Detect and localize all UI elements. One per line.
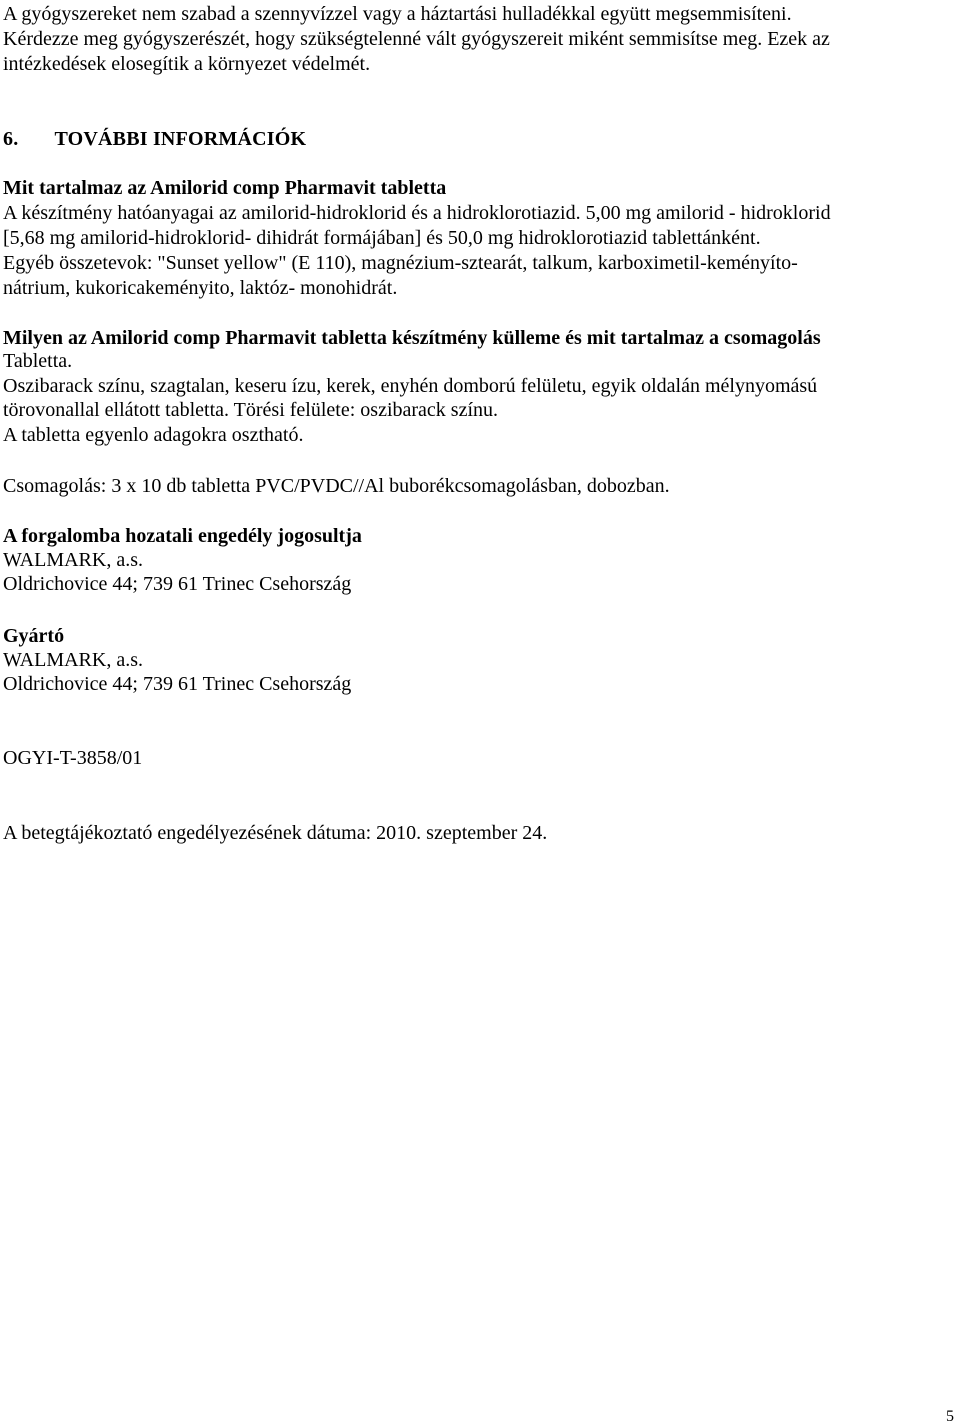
intro-line-1: A gyógyszereket nem szabad a szennyvízzel vagy a háztartási hulladékkal együtt megsemmisíteni. (3, 3, 792, 25)
appearance-line-2: Oszibarack színu, szagtalan, keseru ízu, kerek, enyhén domború felületu, egyik oldalán mélynyomású (3, 375, 818, 397)
composition-line-4: nátrium, kukoricakeményito, laktóz- monohidrát. (3, 277, 398, 299)
appearance-line-1: Tabletta. (3, 350, 73, 372)
section-title: TOVÁBBI INFORMÁCIÓK (54, 128, 307, 150)
appearance-heading: Milyen az Amilorid comp Pharmavit tabletta készítmény külleme és mit tartalmaz a csomagolás (3, 327, 821, 349)
page-number: 5 (946, 1408, 954, 1425)
appearance-line-3: törovonallal ellátott tabletta. Törési felülete: oszibarack színu. (3, 399, 499, 421)
manufacturer-heading: Gyártó (3, 625, 65, 647)
manufacturer-name: WALMARK, a.s. (3, 649, 143, 671)
composition-line-3: Egyéb összetevok: "Sunset yellow" (E 110), magnézium-sztearát, talkum, karboximetil-keményíto- (3, 252, 798, 274)
holder-name: WALMARK, a.s. (3, 549, 143, 571)
appearance-line-4: A tabletta egyenlo adagokra osztható. (3, 424, 304, 446)
registration-number: OGYI-T-3858/01 (3, 747, 143, 769)
composition-line-2: [5,68 mg amilorid-hidroklorid- dihidrát formájában] és 50,0 mg hidroklorotiazid tablettánként. (3, 227, 761, 249)
composition-heading: Mit tartalmaz az Amilorid comp Pharmavit tabletta (3, 177, 447, 199)
holder-heading: A forgalomba hozatali engedély jogosultja (3, 525, 362, 547)
composition-line-1: A készítmény hatóanyagai az amilorid-hidroklorid és a hidroklorotiazid. 5,00 mg amilorid - hidroklorid (3, 202, 831, 224)
intro-line-3: intézkedések elosegítik a környezet védelmét. (3, 53, 371, 75)
approval-date: A betegtájékoztató engedélyezésének dátuma: 2010. szeptember 24. (3, 822, 548, 844)
holder-address: Oldrichovice 44; 739 61 Trinec Csehország (3, 573, 352, 595)
intro-line-2: Kérdezze meg gyógyszerészét, hogy szükségtelenné vált gyógyszereit miként semmisítse meg. Ezek az (3, 28, 830, 50)
section-number: 6. (3, 128, 19, 150)
section-heading (3, 127, 306, 151)
manufacturer-address: Oldrichovice 44; 739 61 Trinec Csehország (3, 673, 352, 695)
packaging-text: Csomagolás: 3 x 10 db tabletta PVC/PVDC//Al buborékcsomagolásban, dobozban. (3, 475, 670, 497)
